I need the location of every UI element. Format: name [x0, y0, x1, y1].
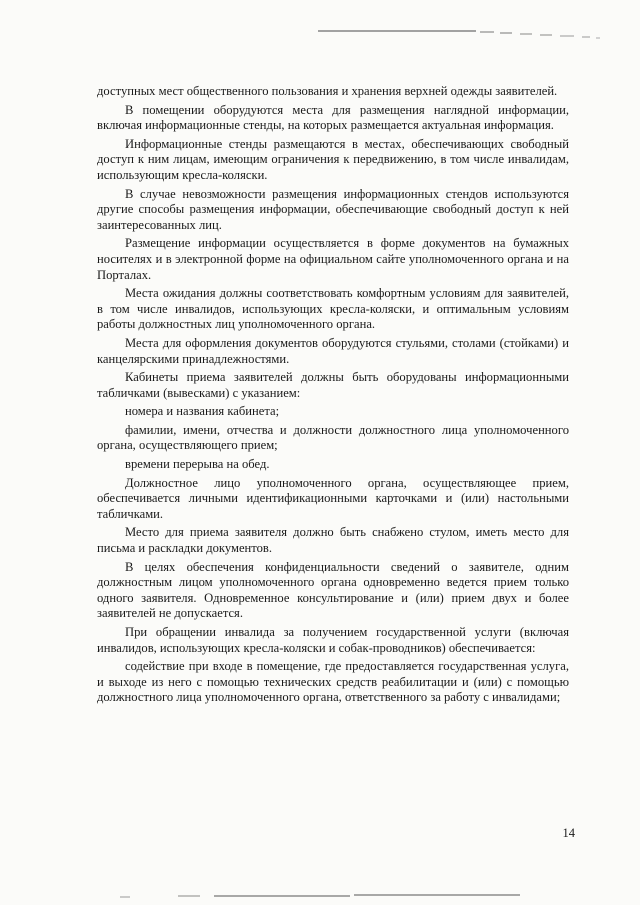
paragraph: Места ожидания должны соответствовать комфортным условиям для заявителей, в том числе инвалидов, использующих кресла-коляски, и оптимальным условиям работы должностных лиц уполномоченного органа.	[97, 286, 569, 332]
paragraph: В целях обеспечения конфиденциальности сведений о заявителе, одним должностным лицом уполномоченного органа одновременно ведется прием только одного заявителя. Одновременное консультирование и (или) прием двух и более заявителей не допускается.	[97, 559, 569, 621]
paragraph: Размещение информации осуществляется в форме документов на бумажных носителях и в электронной форме на официальном сайте уполномоченного органа и на Порталах.	[97, 236, 569, 282]
paragraph: Места для оформления документов оборудуются стульями, столами (стойками) и канцелярскими принадлежностями.	[97, 335, 569, 366]
list-item: времени перерыва на обед.	[125, 457, 270, 472]
document-body	[97, 84, 569, 709]
paragraph: В помещении оборудуются места для размещения наглядной информации, включая информационные стенды, на которых размещается актуальная информация.	[97, 102, 569, 133]
header-scan-lines	[0, 0, 640, 60]
list-item: номера и названия кабинета;	[125, 404, 280, 419]
page-number: 14	[562, 826, 575, 840]
list-item: фамилии, имени, отчества и должности должностного лица уполномоченного органа, осуществляющего прием;	[97, 422, 569, 453]
paragraph: содействие при входе в помещение, где предоставляется государственная услуга, и выходе из него с помощью технических средств реабилитации и (или) с помощью должностного лица уполномоченного органа, ответственного за работу с инвалидами;	[97, 659, 569, 705]
paragraph: Место для приема заявителя должно быть снабжено стулом, иметь место для письма и раскладки документов.	[97, 525, 569, 556]
paragraph: В случае невозможности размещения информационных стендов используются другие способы размещения информации, обеспечивающие свободный доступ к ней заинтересованных лиц.	[97, 186, 569, 232]
paragraph: Информационные стенды размещаются в местах, обеспечивающих свободный доступ к ним лицам, имеющим ограничения к передвижению, в том числе инвалидам, использующим кресла-коляски.	[97, 136, 569, 182]
paragraph: Должностное лицо уполномоченного органа, осуществляющее прием, обеспечивается личными идентификационными карточками и (или) настольными табличками.	[97, 475, 569, 521]
paragraph: доступных мест общественного пользования и хранения верхней одежды заявителей.	[97, 84, 558, 98]
footer-scan-lines	[0, 880, 640, 905]
paragraph: Кабинеты приема заявителей должны быть оборудованы информационными табличками (вывесками) с указанием:	[97, 370, 569, 400]
paragraph: При обращении инвалида за получением государственной услуги (включая инвалидов, использующих кресла-коляски и собак-проводников) обеспечивается:	[97, 625, 569, 655]
